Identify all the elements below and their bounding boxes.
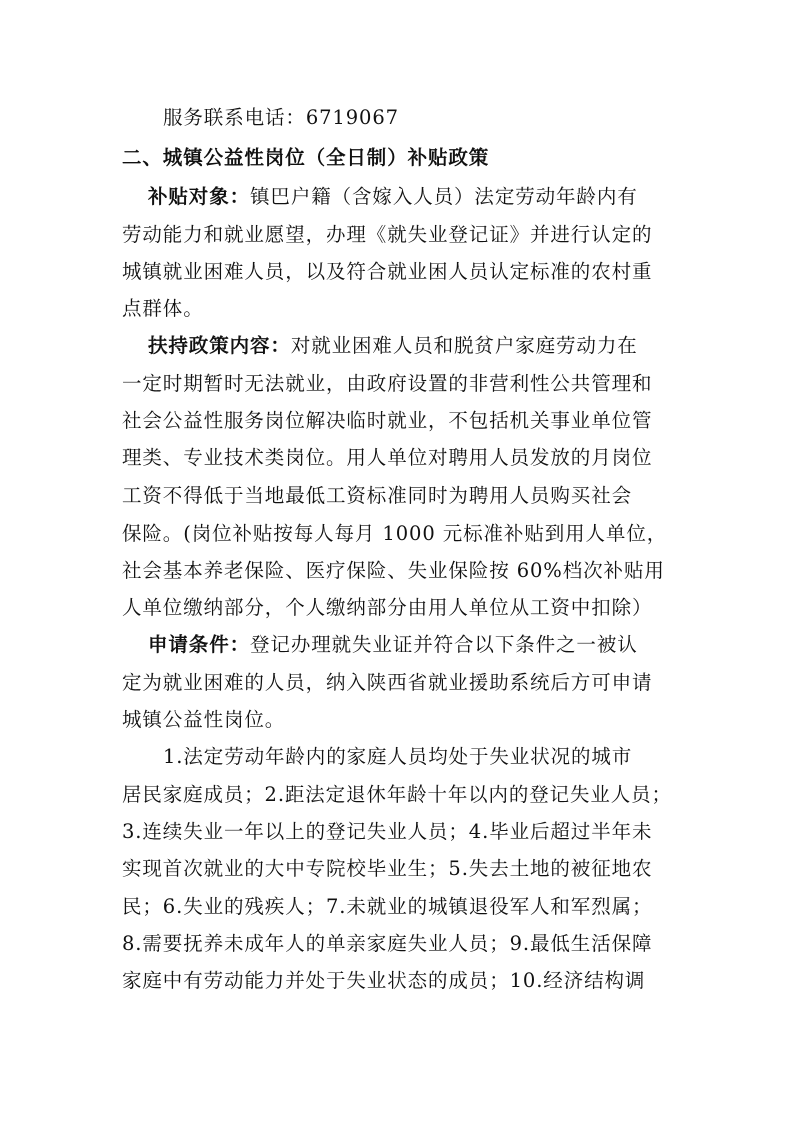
subsidy-target-label: 补贴对象：	[148, 185, 251, 208]
paragraph-line: 理类、专业技术类岗位。用人单位对聘用人员发放的月岗位	[122, 446, 653, 469]
criteria-line: 家庭中有劳动能力并处于失业状态的成员；10.经济结构调	[122, 969, 646, 992]
support-policy-label: 扶持政策内容：	[148, 334, 291, 357]
criteria-line: 8.需要抚养未成年人的单亲家庭失业人员；9.最低生活保障	[122, 932, 653, 955]
paragraph-line: 城镇就业困难人员，以及符合就业困人员认定标准的农村重	[122, 260, 653, 283]
conditions-first-line	[148, 635, 638, 655]
paragraph-line: 人单位缴纳部分，个人缴纳部分由用人单位从工资中扣除）	[122, 596, 653, 619]
support-policy-first-line	[148, 336, 638, 356]
criteria-line: 民；6.失业的残疾人；7.未就业的城镇退役军人和军烈属；	[122, 895, 653, 918]
criteria-line: 实现首次就业的大中专院校毕业生；5.失去土地的被征地农	[122, 857, 653, 880]
section-heading: 二、城镇公益性岗位（全日制）补贴政策	[122, 146, 490, 169]
paragraph-line: 点群体。	[122, 297, 204, 320]
paragraph-line: 社会公益性服务岗位解决临时就业，不包括机关事业单位管	[122, 409, 653, 432]
contact-label: 服务联系电话：	[163, 106, 306, 129]
conditions-text: 登记办理就失业证并符合以下条件之一被认	[250, 633, 638, 656]
paragraph-line: 一定时期暂时无法就业，由政府设置的非营利性公共管理和	[122, 372, 653, 395]
paragraph-line: 城镇公益性岗位。	[122, 708, 286, 731]
paragraph-line: 社会基本养老保险、医疗保险、失业保险按 60%档次补贴用	[122, 559, 665, 582]
conditions-label: 申请条件：	[148, 633, 251, 656]
paragraph-line: 工资不得低于当地最低工资标准同时为聘用人员购买社会	[122, 484, 633, 507]
paragraph-line: 劳动能力和就业愿望，办理《就失业登记证》并进行认定的	[122, 223, 653, 246]
paragraph-line: 保险。(岗位补贴按每人每月 1000 元标准补贴到用人单位，	[122, 522, 668, 545]
contact-phone: 6719067	[305, 106, 399, 129]
criteria-line: 居民家庭成员；2.距法定退休年龄十年以内的登记失业人员；	[122, 783, 672, 806]
subsidy-target-first-line	[148, 187, 638, 207]
contact-line	[163, 108, 399, 128]
subsidy-target-text: 镇巴户籍（含嫁入人员）法定劳动年龄内有	[250, 185, 638, 208]
support-policy-text: 对就业困难人员和脱贫户家庭劳动力在	[290, 334, 638, 357]
paragraph-line: 定为就业困难的人员，纳入陕西省就业援助系统后方可申请	[122, 671, 653, 694]
criteria-line: 3.连续失业一年以上的登记失业人员；4.毕业后超过半年未	[122, 820, 653, 843]
criteria-line: 1.法定劳动年龄内的家庭人员均处于失业状况的城市	[163, 745, 633, 768]
